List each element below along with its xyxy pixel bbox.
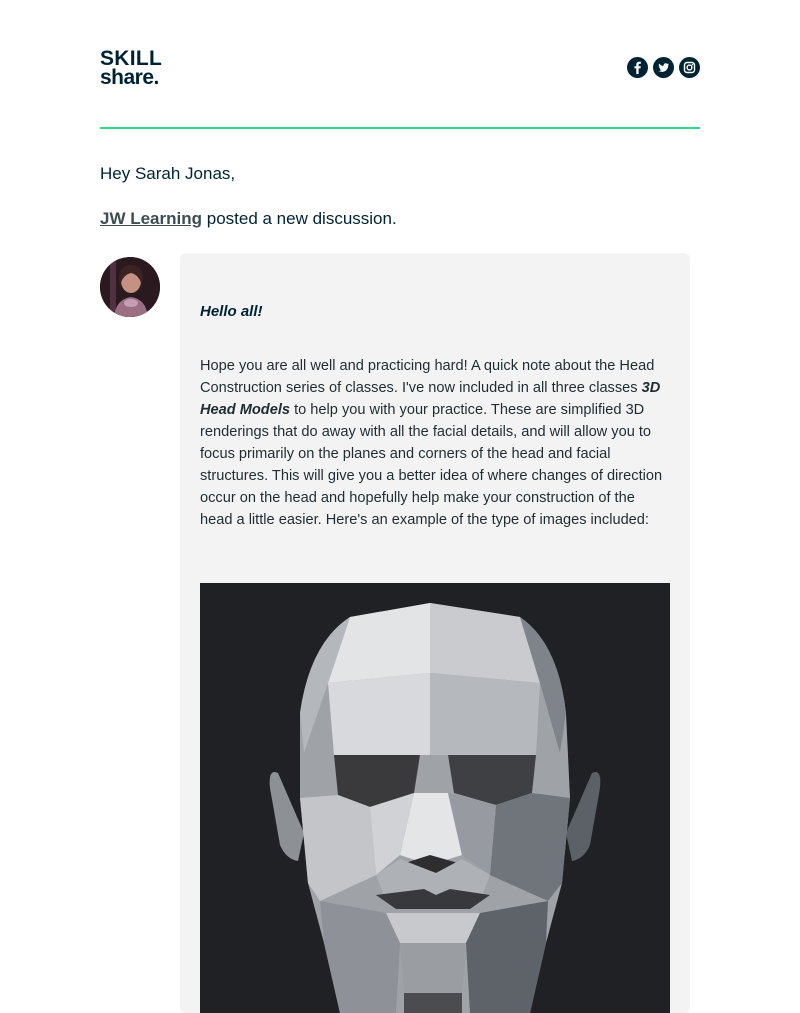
post-text-after: to help you with your practice. These are simplified 3D renderings that do away with all the facial details, and will allow you to focus primarily on the planes and corners of the head and facial structures. This will give you a better idea of where changes of direction occur on the head and hopefully help make your construction of the head a little easier. Here's an example of the type of images included: [200,402,663,528]
post-heading: Hello all! [200,303,263,320]
post-body [200,355,670,531]
logo-line-1: SKILL [100,47,163,70]
email-header [100,46,700,90]
discussion-card [180,253,690,1013]
instagram-icon[interactable] [679,57,700,78]
facebook-icon[interactable] [627,57,648,78]
notification-line [100,209,397,229]
post-text-before: Hope you are all well and practicing hard! A quick note about the Head Construction series of classes. I've now included in all three classes [200,358,655,396]
header-divider [100,127,700,129]
social-links [627,57,700,79]
post-emphasis: 3D Head Models [200,380,661,418]
logo-line-2: share. [100,66,159,89]
skillshare-logo[interactable] [100,46,190,90]
twitter-icon[interactable] [653,57,674,78]
greeting-text: Hey Sarah Jonas, [100,164,236,183]
3d-head-model-image[interactable] [200,583,670,1013]
notification-action: posted a new discussion. [202,209,397,228]
author-avatar[interactable] [100,257,160,317]
author-link[interactable]: JW Learning [100,209,203,228]
